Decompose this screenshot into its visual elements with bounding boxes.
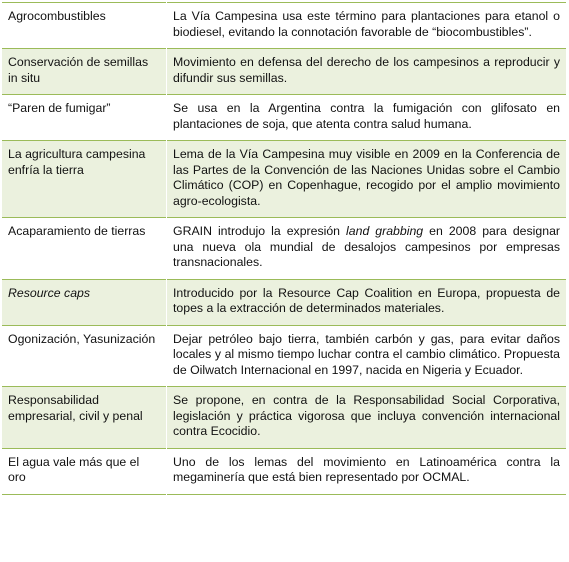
glossary-table: [2, 2, 567, 495]
definition-cell: La Vía Campesina usa este término para plantaciones para etanol o biodiesel, evitando la connotación favorable de “biocombustibles”.: [167, 3, 567, 49]
term-cell: El agua vale más que el oro: [2, 448, 167, 494]
definition-cell: Lema de la Vía Campesina muy visible en 2009 en la Conferencia de las Partes de la Convención de las Naciones Unidas sobre el Cambio Climático (COP) en Copenhague, recogido por el amplio movimiento agro-ecologista.: [167, 141, 567, 218]
table-row: [2, 387, 567, 449]
table-row: [2, 141, 567, 218]
definition-cell: [167, 218, 567, 280]
table-row: [2, 218, 567, 280]
definition-cell: Se usa en la Argentina contra la fumigación con glifosato en plantaciones de soja, que atenta contra salud humana.: [167, 95, 567, 141]
table-row: [2, 279, 567, 325]
term-cell: Acaparamiento de tierras: [2, 218, 167, 280]
term-cell: La agricultura campesina enfría la tierra: [2, 141, 167, 218]
definition-cell: Movimiento en defensa del derecho de los campesinos a reproducir y difundir sus semillas.: [167, 49, 567, 95]
definition-italic-phrase: land grabbing: [346, 224, 424, 238]
definition-text-start: GRAIN introdujo la expresión: [173, 224, 347, 238]
term-cell: Resource caps: [2, 279, 167, 325]
term-cell: “Paren de fumigar”: [2, 95, 167, 141]
definition-cell: Uno de los lemas del movimiento en Latinoamérica contra la megaminería que está bien representado por OCMAL.: [167, 448, 567, 494]
term-cell: Responsabilidad empresarial, civil y penal: [2, 387, 167, 449]
table-row: [2, 49, 567, 95]
definition-text-end: en 2008 para designar una nueva ola mundial de desalojos campesinos por empresas transnacionales.: [173, 224, 560, 269]
term-cell: Agrocombustibles: [2, 3, 167, 49]
definition-cell: Se propone, en contra de la Responsabilidad Social Corporativa, legislación y práctica vigorosa que incluya convención internacional contra Ecocidio.: [167, 387, 567, 449]
table-row: [2, 325, 567, 387]
table-row: [2, 95, 567, 141]
term-cell: Conservación de semillas in situ: [2, 49, 167, 95]
table-row: [2, 448, 567, 494]
definition-cell: Introducido por la Resource Cap Coalition en Europa, propuesta de topes a la extracción de determinados materiales.: [167, 279, 567, 325]
table-row: [2, 3, 567, 49]
definition-cell: Dejar petróleo bajo tierra, también carbón y gas, para evitar daños locales y al mismo tiempo luchar contra el cambio climático. Propuesta de Oilwatch Internacional en 1997, nacida en Nigeria y Ecuador.: [167, 325, 567, 387]
term-cell: Ogonización, Yasunización: [2, 325, 167, 387]
